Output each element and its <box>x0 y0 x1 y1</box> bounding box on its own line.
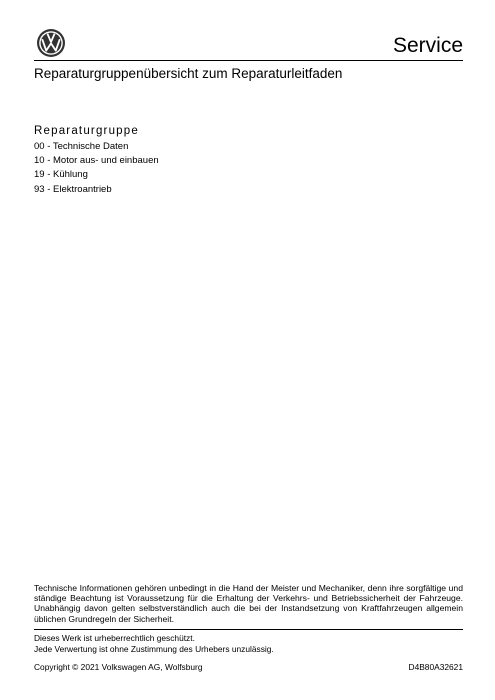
document-title: Reparaturgruppenübersicht zum Reparaturleitfaden <box>34 66 343 81</box>
copyright-text: Copyright © 2021 Volkswagen AG, Wolfsburg <box>34 662 203 672</box>
repair-group-item-10[interactable]: 10 - Motor aus- und einbauen <box>34 155 159 167</box>
repair-group-list <box>34 140 159 197</box>
repair-group-item-00[interactable]: 00 - Technische Daten <box>34 141 129 152</box>
repair-group-section <box>34 124 159 197</box>
copyright-note <box>34 633 274 655</box>
service-brand-label: Service <box>392 34 463 57</box>
footer-divider <box>34 629 463 630</box>
repair-group-item-19[interactable]: 19 - Kühlung <box>34 169 88 181</box>
repair-group-heading: Reparaturgruppe <box>34 125 139 137</box>
copyright-note-line-1: Dieses Werk ist urheberrechtlich geschützt. <box>34 633 195 643</box>
repair-group-item-93[interactable]: 93 - Elektroantrieb <box>34 183 112 195</box>
document-code: D4B80A32621 <box>408 662 463 672</box>
copyright-note-line-2: Jede Verwertung ist ohne Zustimmung des Urhebers unzulässig. <box>34 644 274 654</box>
safety-notice: Technische Informationen gehören unbedingt in die Hand der Meister und Mechaniker, denn ihre sorgfältige und ständige Beachtung ist Voraussetzung für die Erhaltung der Verkehrs- und Betriebssicherheit der Fahrzeuge. Unabhängig davon gelten selbstverständlich auch die bei der Instandsetzung von Kraftfahrzeugen allgemein üblichen Grundregeln der Sicherheit. <box>34 583 463 624</box>
header-divider <box>34 60 463 61</box>
vw-logo-icon <box>36 28 66 58</box>
